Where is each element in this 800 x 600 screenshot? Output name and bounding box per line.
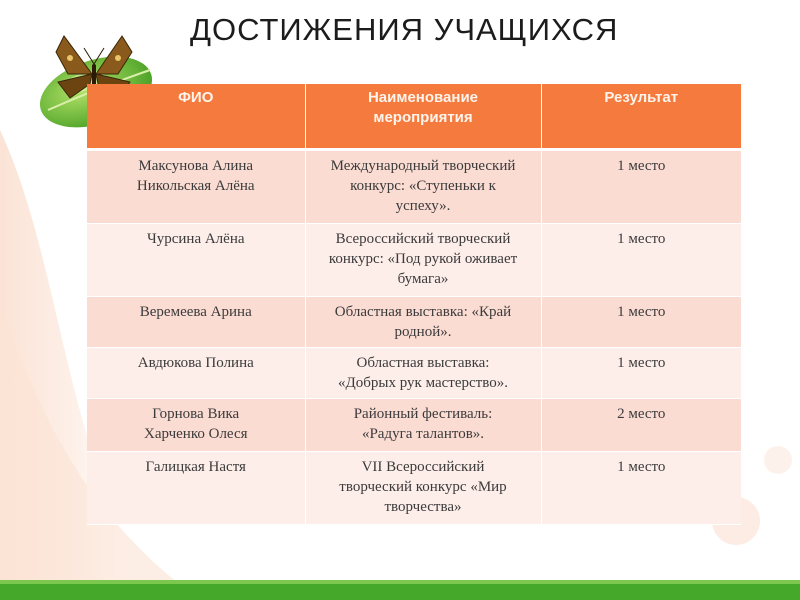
header-event (305, 84, 541, 150)
event-line: VII Всероссийский (361, 459, 485, 475)
event-line: успеху». (395, 198, 451, 214)
student-name: Никольская Алёна (136, 178, 255, 194)
cell-name (87, 452, 305, 525)
cell-name (87, 224, 305, 297)
table-row (87, 224, 741, 297)
event-line: Районный фестиваль: (353, 406, 493, 422)
cell-name (87, 297, 305, 348)
student-name: Чурсина Алёна (146, 231, 245, 247)
student-name: Веремеева Арина (139, 304, 252, 320)
table-row (87, 348, 741, 399)
event-line: конкурс: «Ступеньки к (350, 178, 496, 194)
cell-event (305, 452, 541, 525)
bottom-green-highlight (0, 580, 800, 584)
cell-name (87, 399, 305, 452)
slide-title: ДОСТИЖЕНИЯ УЧАЩИХСЯ (190, 12, 619, 47)
cell-event (305, 224, 541, 297)
event-line: родной». (394, 324, 452, 340)
student-name: Галицкая Настя (145, 459, 246, 475)
table-row (87, 452, 741, 525)
event-line: творческий конкурс «Мир (339, 479, 507, 495)
table-header-row (87, 84, 741, 150)
cell-result: 1 место (541, 452, 741, 525)
cell-result: 2 место (541, 399, 741, 452)
cell-name (87, 348, 305, 399)
student-name: Горнова Вика (152, 406, 240, 422)
header-result: Результат (541, 84, 741, 150)
event-line: Всероссийский творческий (335, 231, 511, 247)
cell-event (305, 297, 541, 348)
header-event-line: мероприятия (373, 109, 473, 126)
event-line: бумага» (397, 271, 449, 287)
cell-result: 1 место (541, 150, 741, 224)
table-row (87, 399, 741, 452)
cell-event (305, 348, 541, 399)
cell-result: 1 место (541, 348, 741, 399)
cell-event (305, 399, 541, 452)
cell-result: 1 место (541, 297, 741, 348)
decor-circle (764, 446, 792, 474)
student-name: Авдюкова Полина (137, 355, 254, 371)
event-line: Областная выставка: «Край (334, 304, 512, 320)
cell-result: 1 место (541, 224, 741, 297)
event-line: творчества» (384, 499, 462, 515)
student-name: Харченко Олеся (143, 426, 248, 442)
header-event-line: Наименование (367, 89, 479, 106)
student-name: Максунова Алина (138, 158, 254, 174)
achievements-table (87, 84, 741, 525)
cell-event (305, 150, 541, 224)
event-line: Международный творческий (330, 158, 516, 174)
event-line: Областная выставка: (356, 355, 490, 371)
header-name: ФИО (87, 84, 305, 150)
cell-name (87, 150, 305, 224)
table-row (87, 297, 741, 348)
event-line: «Добрых рук мастерство». (338, 375, 508, 391)
table-row (87, 150, 741, 224)
event-line: конкурс: «Под рукой оживает (328, 251, 518, 267)
event-line: «Радуга талантов». (361, 426, 485, 442)
